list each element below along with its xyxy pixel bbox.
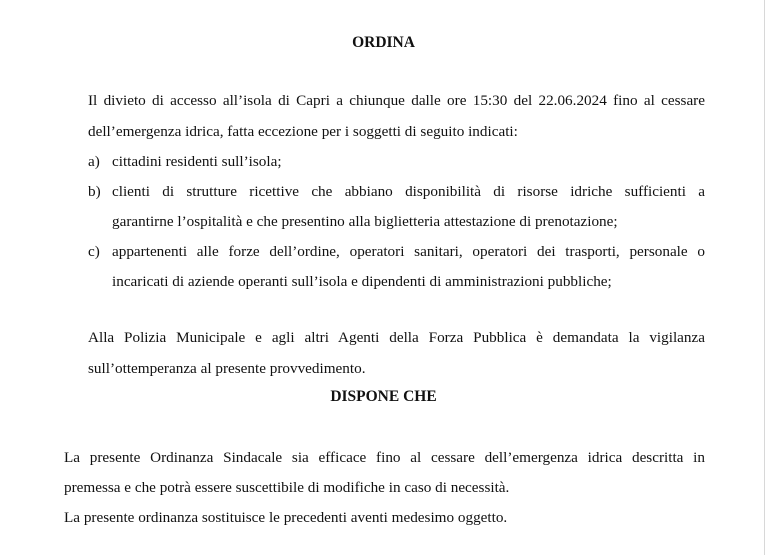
list-item-b-line-2: garantirne l’ospitalità e che presentino alla biglietteria attestazione di prenotazione;: [112, 213, 618, 230]
dispone-line-3: La presente ordinanza sostituisce le precedenti aventi medesimo oggetto.: [64, 509, 508, 526]
list-marker-a: a): [88, 153, 100, 170]
list-marker-b: b): [88, 183, 101, 200]
dispone-line-1: La presente Ordinanza Sindacale sia efficace fino al cessare dell’emergenza idrica descritta in: [64, 449, 705, 466]
dispone-line-2: premessa e che potrà essere suscettibile di modifiche in caso di necessità.: [64, 479, 510, 496]
list-marker-c: c): [88, 243, 100, 260]
vigilanza-line-2: sull’ottemperanza al presente provvedimento.: [88, 360, 366, 377]
list-item-b-line-1: clienti di strutture ricettive che abbiano disponibilità di risorse idriche sufficienti a: [112, 183, 705, 200]
heading-dispone-che: DISPONE CHE: [330, 388, 437, 405]
page-edge: [764, 0, 765, 555]
list-item-c-line-1: appartenenti alle forze dell’ordine, operatori sanitari, operatori dei trasporti, personale o: [112, 243, 705, 260]
list-item-a: cittadini residenti sull’isola;: [112, 153, 282, 170]
heading-ordina: ORDINA: [352, 34, 415, 51]
list-item-c-line-2: incaricati di aziende operanti sull’isola e dipendenti di amministrazioni pubbliche;: [112, 273, 612, 290]
intro-line-1: Il divieto di accesso all’isola di Capri a chiunque dalle ore 15:30 del 22.06.2024 fino al cessare: [88, 92, 705, 109]
intro-line-2: dell’emergenza idrica, fatta eccezione per i soggetti di seguito indicati:: [88, 123, 518, 140]
vigilanza-line-1: Alla Polizia Municipale e agli altri Agenti della Forza Pubblica è demandata la vigilanza: [88, 329, 705, 346]
